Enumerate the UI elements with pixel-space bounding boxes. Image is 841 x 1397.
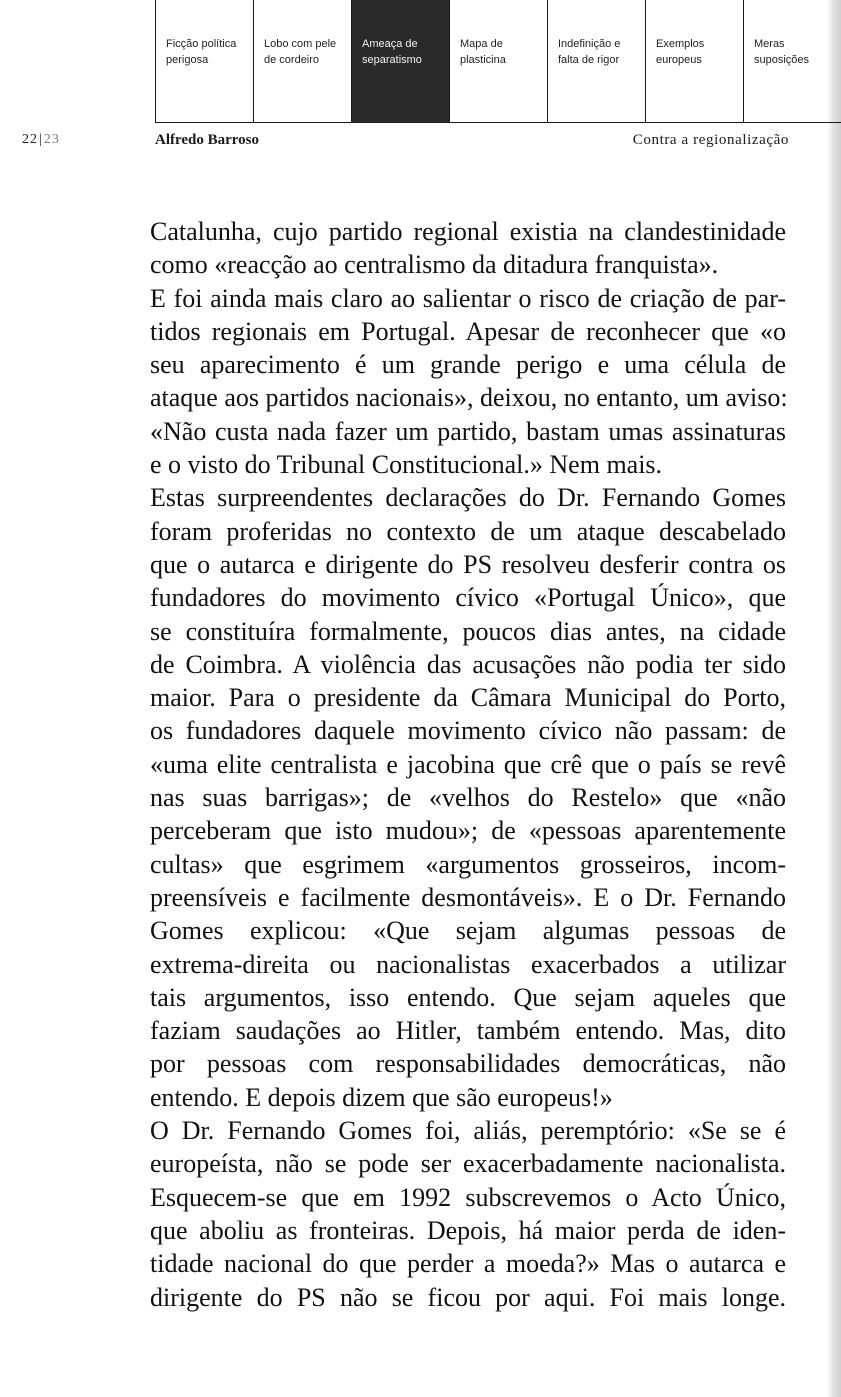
tab-label: Indefinição e falta de rigor [558,38,621,66]
text-line: nas suas barrigas»; de «velhos do Restelo» que «não [150,783,786,813]
tab-label: Ficção política perigosa [166,38,237,66]
header-rule [155,122,841,123]
text-line: extrema-direita ou nacionalistas exacerbados a utilizar [150,949,786,979]
text-line: entendo. E depois dizem que são europeus!» [150,1082,613,1112]
text-line: Catalunha, cujo partido regional existia na clandestinidade [150,217,786,246]
text-line: europeísta, não se pode ser exacerbadamente nacionalista. [150,1149,786,1179]
text-line: os fundadores daquele movimento cívico não passam: de [150,716,786,746]
text-line: maior. Para o presidente da Câmara Municipal do Porto, [150,683,786,713]
text-line: tidade nacional do que perder a moeda?» Mas o autarca e [150,1249,786,1279]
tab-ameaca-de-separatismo[interactable] [351,0,449,122]
text-line: cultas» que esgrimem «argumentos grosseiros, incom- [150,849,786,879]
tab-lobo-com-pele[interactable] [253,0,351,122]
tab-exemplos-europeus[interactable] [645,0,743,122]
tab-label: Meras suposições [754,38,810,66]
tab-label: Mapa de plasticina [460,38,506,66]
tab-label: Ameaça de separatismo [362,38,422,66]
text-line: «Não custa nada fazer um partido, bastam umas assinaturas [150,416,786,446]
text-line: E foi ainda mais claro ao salientar o risco de criação de par- [150,283,786,313]
running-head-chapter: Contra a regionalização [632,132,789,148]
page-numbers [22,132,60,148]
text-line: dirigente do PS não se ficou por aqui. Foi mais longe. [150,1282,786,1312]
text-line: preensíveis e facilmente desmontáveis». E o Dr. Fernando [150,882,786,912]
tab-ficcao-politica[interactable] [155,0,253,122]
text-line: Esquecem-se que em 1992 subscrevemos o Acto Único, [150,1182,786,1212]
text-line: foram proferidas no contexto de um ataque descabelado [150,516,786,546]
text-line: ataque aos partidos nacionais», deixou, no entanto, um aviso: [150,383,788,413]
tab-indefinicao[interactable] [547,0,645,122]
text-line: que aboliu as fronteiras. Depois, há maior perda de iden- [150,1215,786,1245]
text-line: perceberam que isto mudou»; de «pessoas aparentemente [150,816,786,846]
text-line: Estas surpreendentes declarações do Dr. Fernando Gomes [150,483,786,513]
text-line: faziam saudações ao Hitler, também entendo. Mas, dito [150,1016,786,1046]
text-line: se constituíra formalmente, poucos dias antes, na cidade [150,616,786,646]
text-line: de Coimbra. A violência das acusações não podia ter sido [150,649,786,679]
text-line: e o visto do Tribunal Constitucional.» Nem mais. [150,450,663,480]
page-number-left: 22 [22,132,38,147]
text-line: que o autarca e dirigente do PS resolveu desferir contra os [150,549,786,579]
text-line: O Dr. Fernando Gomes foi, aliás, peremptório: «Se se é [150,1116,786,1146]
tab-label: Exemplos europeus [656,38,705,66]
chapter-tabs [155,0,841,122]
tab-label: Lobo com pele de cordeiro [264,38,337,66]
text-line: tidos regionais em Portugal. Apesar de reconhecer que «o [150,316,786,346]
page-number-right: 23 [43,132,60,147]
tab-meras-suposicoes[interactable] [743,0,841,122]
text-line: por pessoas com responsabilidades democráticas, não [150,1049,786,1079]
running-head-author: Alfredo Barroso [155,132,260,148]
text-line: Gomes explicou: «Que sejam algumas pessoas de [150,916,786,946]
page-edge-shadow [827,0,841,1397]
page-number-separator: | [39,132,43,147]
text-line: como «reacção ao centralismo da ditadura franquista». [150,250,719,280]
body-text [150,215,786,1314]
text-line: «uma elite centralista e jacobina que crê que o país se revê [150,749,786,779]
text-line: fundadores do movimento cívico «Portugal Único», que [150,583,786,613]
text-line: tais argumentos, isso entendo. Que sejam aqueles que [150,982,786,1012]
text-line: seu aparecimento é um grande perigo e uma célula de [150,350,786,380]
tab-mapa-de-plasticina[interactable] [449,0,547,122]
